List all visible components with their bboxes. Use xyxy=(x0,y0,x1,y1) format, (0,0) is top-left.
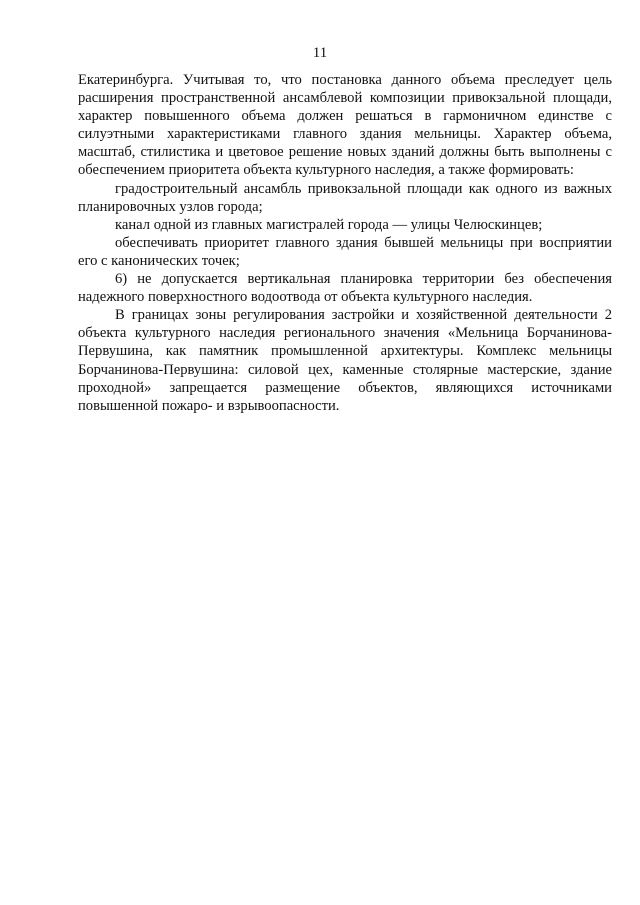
paragraph-3: канал одной из главных магистралей города — улицы Челюскинцев; xyxy=(115,216,543,233)
page-number: 11 xyxy=(312,45,328,61)
paragraph-1: Екатеринбурга. Учитывая то, что постановка данного объема преследует цель расширения пространственной ансамблевой композиции привокзальной площади, характер повышенного объема должен решаться в гармоничном единстве с силуэтными характеристиками главного здания мельницы. Характер объема, масштаб, стилистика и цветовое решение новых зданий должны быть выполнены с обеспечением приоритета объекта культурного наследия, а также формировать: xyxy=(78,72,612,179)
body-text xyxy=(78,71,612,415)
paragraph-6: В границах зоны регулирования застройки и хозяйственной деятельности 2 объекта культурного наследия регионального значения «Мельница Борчанинова-Первушина, как памятник промышленной архитектуры. Комплекс мельницы Борчанинова-Первушина: силовой цех, каменные столярные мастерские, здание проходной» запрещается размещение объектов, являющихся источниками повышенной пожаро- и взрывоопасности. xyxy=(78,307,612,414)
paragraph-5: 6) не допускается вертикальная планировка территории без обеспечения надежного поверхностного водоотвода от объекта культурного наследия. xyxy=(78,271,612,306)
paragraph-4: обеспечивать приоритет главного здания бывшей мельницы при восприятии его с канонических точек; xyxy=(78,234,612,269)
paragraph-2: градостроительный ансамбль привокзальной площади как одного из важных планировочных узлов города; xyxy=(78,180,612,215)
